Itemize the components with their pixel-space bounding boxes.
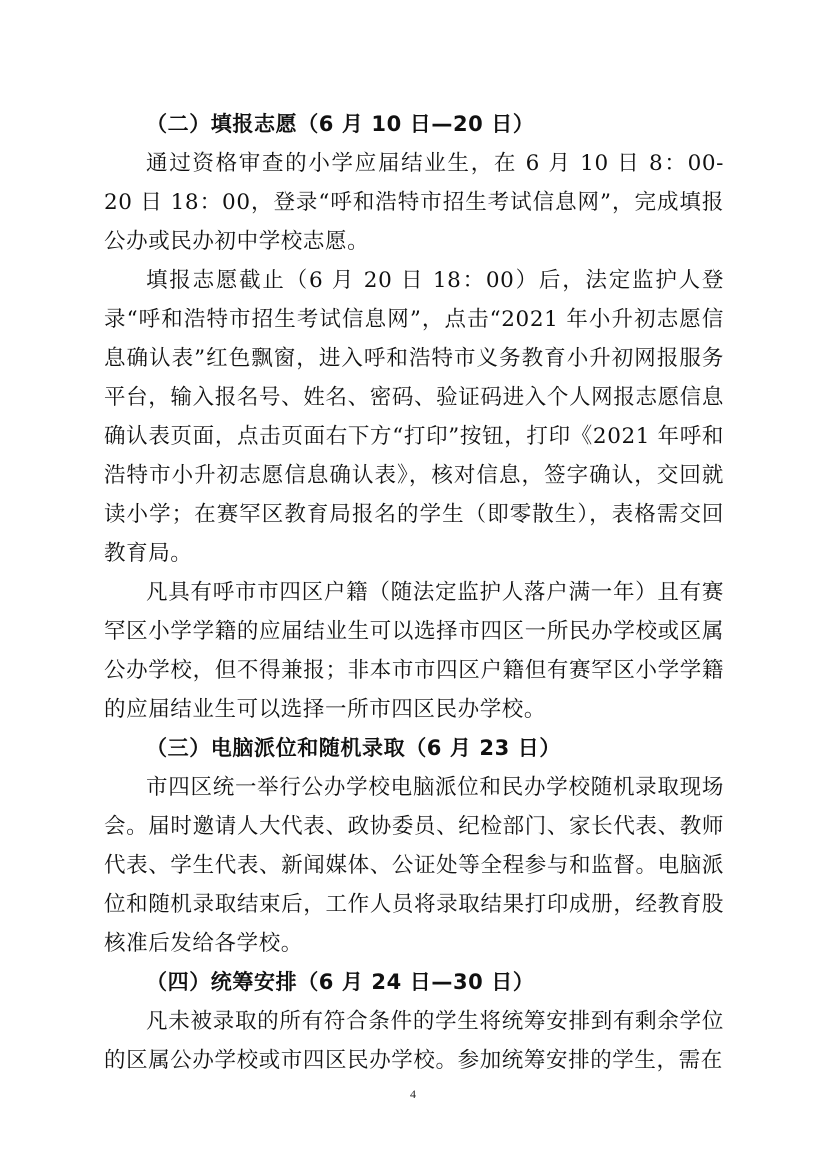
document-body (104, 105, 724, 1080)
paragraph-confirmation: 填报志愿截止（6 月 20 日 18：00）后，法定监护人登录“呼和浩特市招生考试信息网”，点击“2021 年小升初志愿信息确认表”红色飘窗，进入呼和浩特市义务教育小升初网报服务平台，输入报名号、姓名、密码、验证码进入个人网报志愿信息确认表页面，点击页面右下方“打印”按钮，打印《2021 年呼和浩特市小升初志愿信息确认表》，核对信息，签字确认，交回就读小学；在赛罕区教育局报名的学生（即零散生），表格需交回教育局。 (104, 268, 724, 566)
paragraph-hukou-rules: 凡具有呼市市四区户籍（随法定监护人落户满一年）且有赛罕区小学学籍的应届结业生可以选择市四区一所民办学校或区属公办学校，但不得兼报；非本市市四区户籍但有赛罕区小学学籍的应届结业生可以选择一所市四区民办学校。 (104, 580, 724, 722)
paragraph-eligibility: 通过资格审查的小学应届结业生，在 6 月 10 日 8：00-20 日 18：00，登录“呼和浩特市招生考试信息网”，完成填报公办或民办初中学校志愿。 (104, 151, 724, 254)
page-number: 4 (410, 1087, 416, 1101)
section-heading-4: （四）统筹安排（6 月 24 日—30 日） (146, 970, 535, 994)
paragraph-arrangement: 凡未被录取的所有符合条件的学生将统筹安排到有剩余学位的区属公办学校或市四区民办学校。参加统筹安排的学生，需在 (104, 1009, 724, 1073)
section-heading-3: （三）电脑派位和随机录取（6 月 23 日） (146, 736, 561, 760)
paragraph-lottery: 市四区统一举行公办学校电脑派位和民办学校随机录取现场会。届时邀请人大代表、政协委员、纪检部门、家长代表、教师代表、学生代表、新闻媒体、公证处等全程参与和监督。电脑派位和随机录取结束后，工作人员将录取结果打印成册，经教育股核准后发给各学校。 (104, 775, 724, 956)
section-heading-2: （二）填报志愿（6 月 10 日—20 日） (146, 112, 535, 136)
